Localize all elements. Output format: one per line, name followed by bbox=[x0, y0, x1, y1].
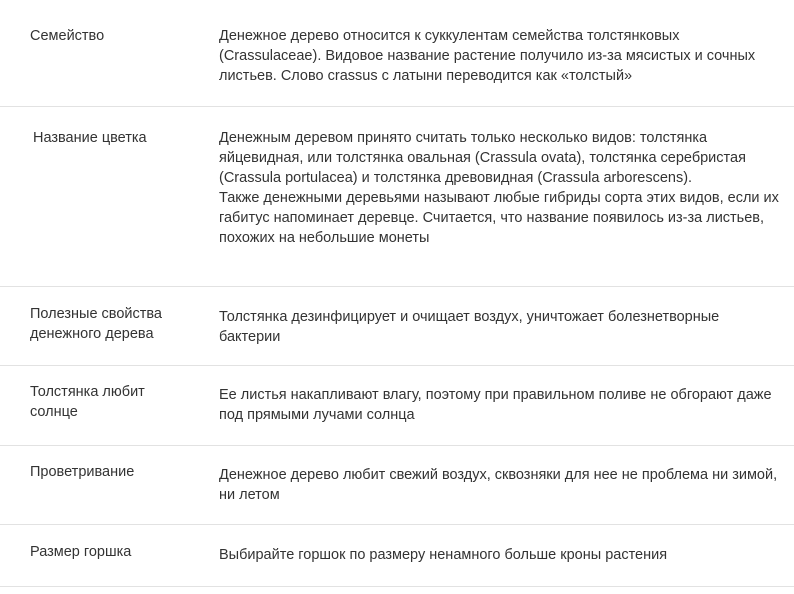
table-row-ventilation bbox=[0, 446, 794, 525]
table-row-loves-sun bbox=[0, 366, 794, 446]
table-row-useful-properties bbox=[0, 287, 794, 366]
table-row-family bbox=[0, 0, 794, 107]
row-value bbox=[219, 26, 779, 86]
row-value bbox=[219, 307, 779, 347]
row-label: Проветривание bbox=[30, 464, 135, 480]
row-value bbox=[219, 465, 779, 505]
row-value-paragraph: Денежное дерево любит свежий воздух, сквозняки для нее не проблема ни зимой, ни летом bbox=[219, 467, 778, 503]
row-value-paragraph: Также денежными деревьями называют любые гибриды сорта этих видов, если их габитус напоминает деревце. Считается, что название появилось из-за листьев, похожих на небольшие монеты bbox=[219, 190, 779, 246]
row-value bbox=[219, 385, 779, 425]
row-label: Семейство bbox=[30, 28, 105, 44]
row-label: Полезные свойства денежного дерева bbox=[30, 306, 162, 342]
table-row-flower-name bbox=[0, 107, 794, 287]
row-label: Название цветка bbox=[33, 130, 147, 146]
table-row-pot-size bbox=[0, 525, 794, 587]
row-label: Толстянка любит солнце bbox=[30, 384, 145, 420]
row-value-paragraph: Ее листья накапливают влагу, поэтому при правильном поливе не обгорают даже под прямыми лучами солнца bbox=[219, 387, 772, 423]
row-value-paragraph: Выбирайте горшок по размеру ненамного больше кроны растения bbox=[219, 547, 668, 563]
row-value bbox=[219, 128, 779, 248]
row-value-paragraph: Толстянка дезинфицирует и очищает воздух, уничтожает болезнетворные бактерии bbox=[219, 309, 720, 345]
row-value-paragraph: Денежным деревом принято считать только несколько видов: толстянка яйцевидная, или толстянка овальная (Crassula ovata), толстянка серебристая (Crassula portulacea) и толстянка древовидная (Crassula arborescens). bbox=[219, 130, 746, 186]
row-value-paragraph: Денежное дерево относится к суккулентам семейства толстянковых (Crassulaceae). Видовое название растение получило из-за мясистых и сочных листьев. Слово crassus с латыни переводится как «толстый» bbox=[219, 28, 756, 84]
row-value bbox=[219, 545, 779, 565]
row-label: Размер горшка bbox=[30, 544, 132, 560]
